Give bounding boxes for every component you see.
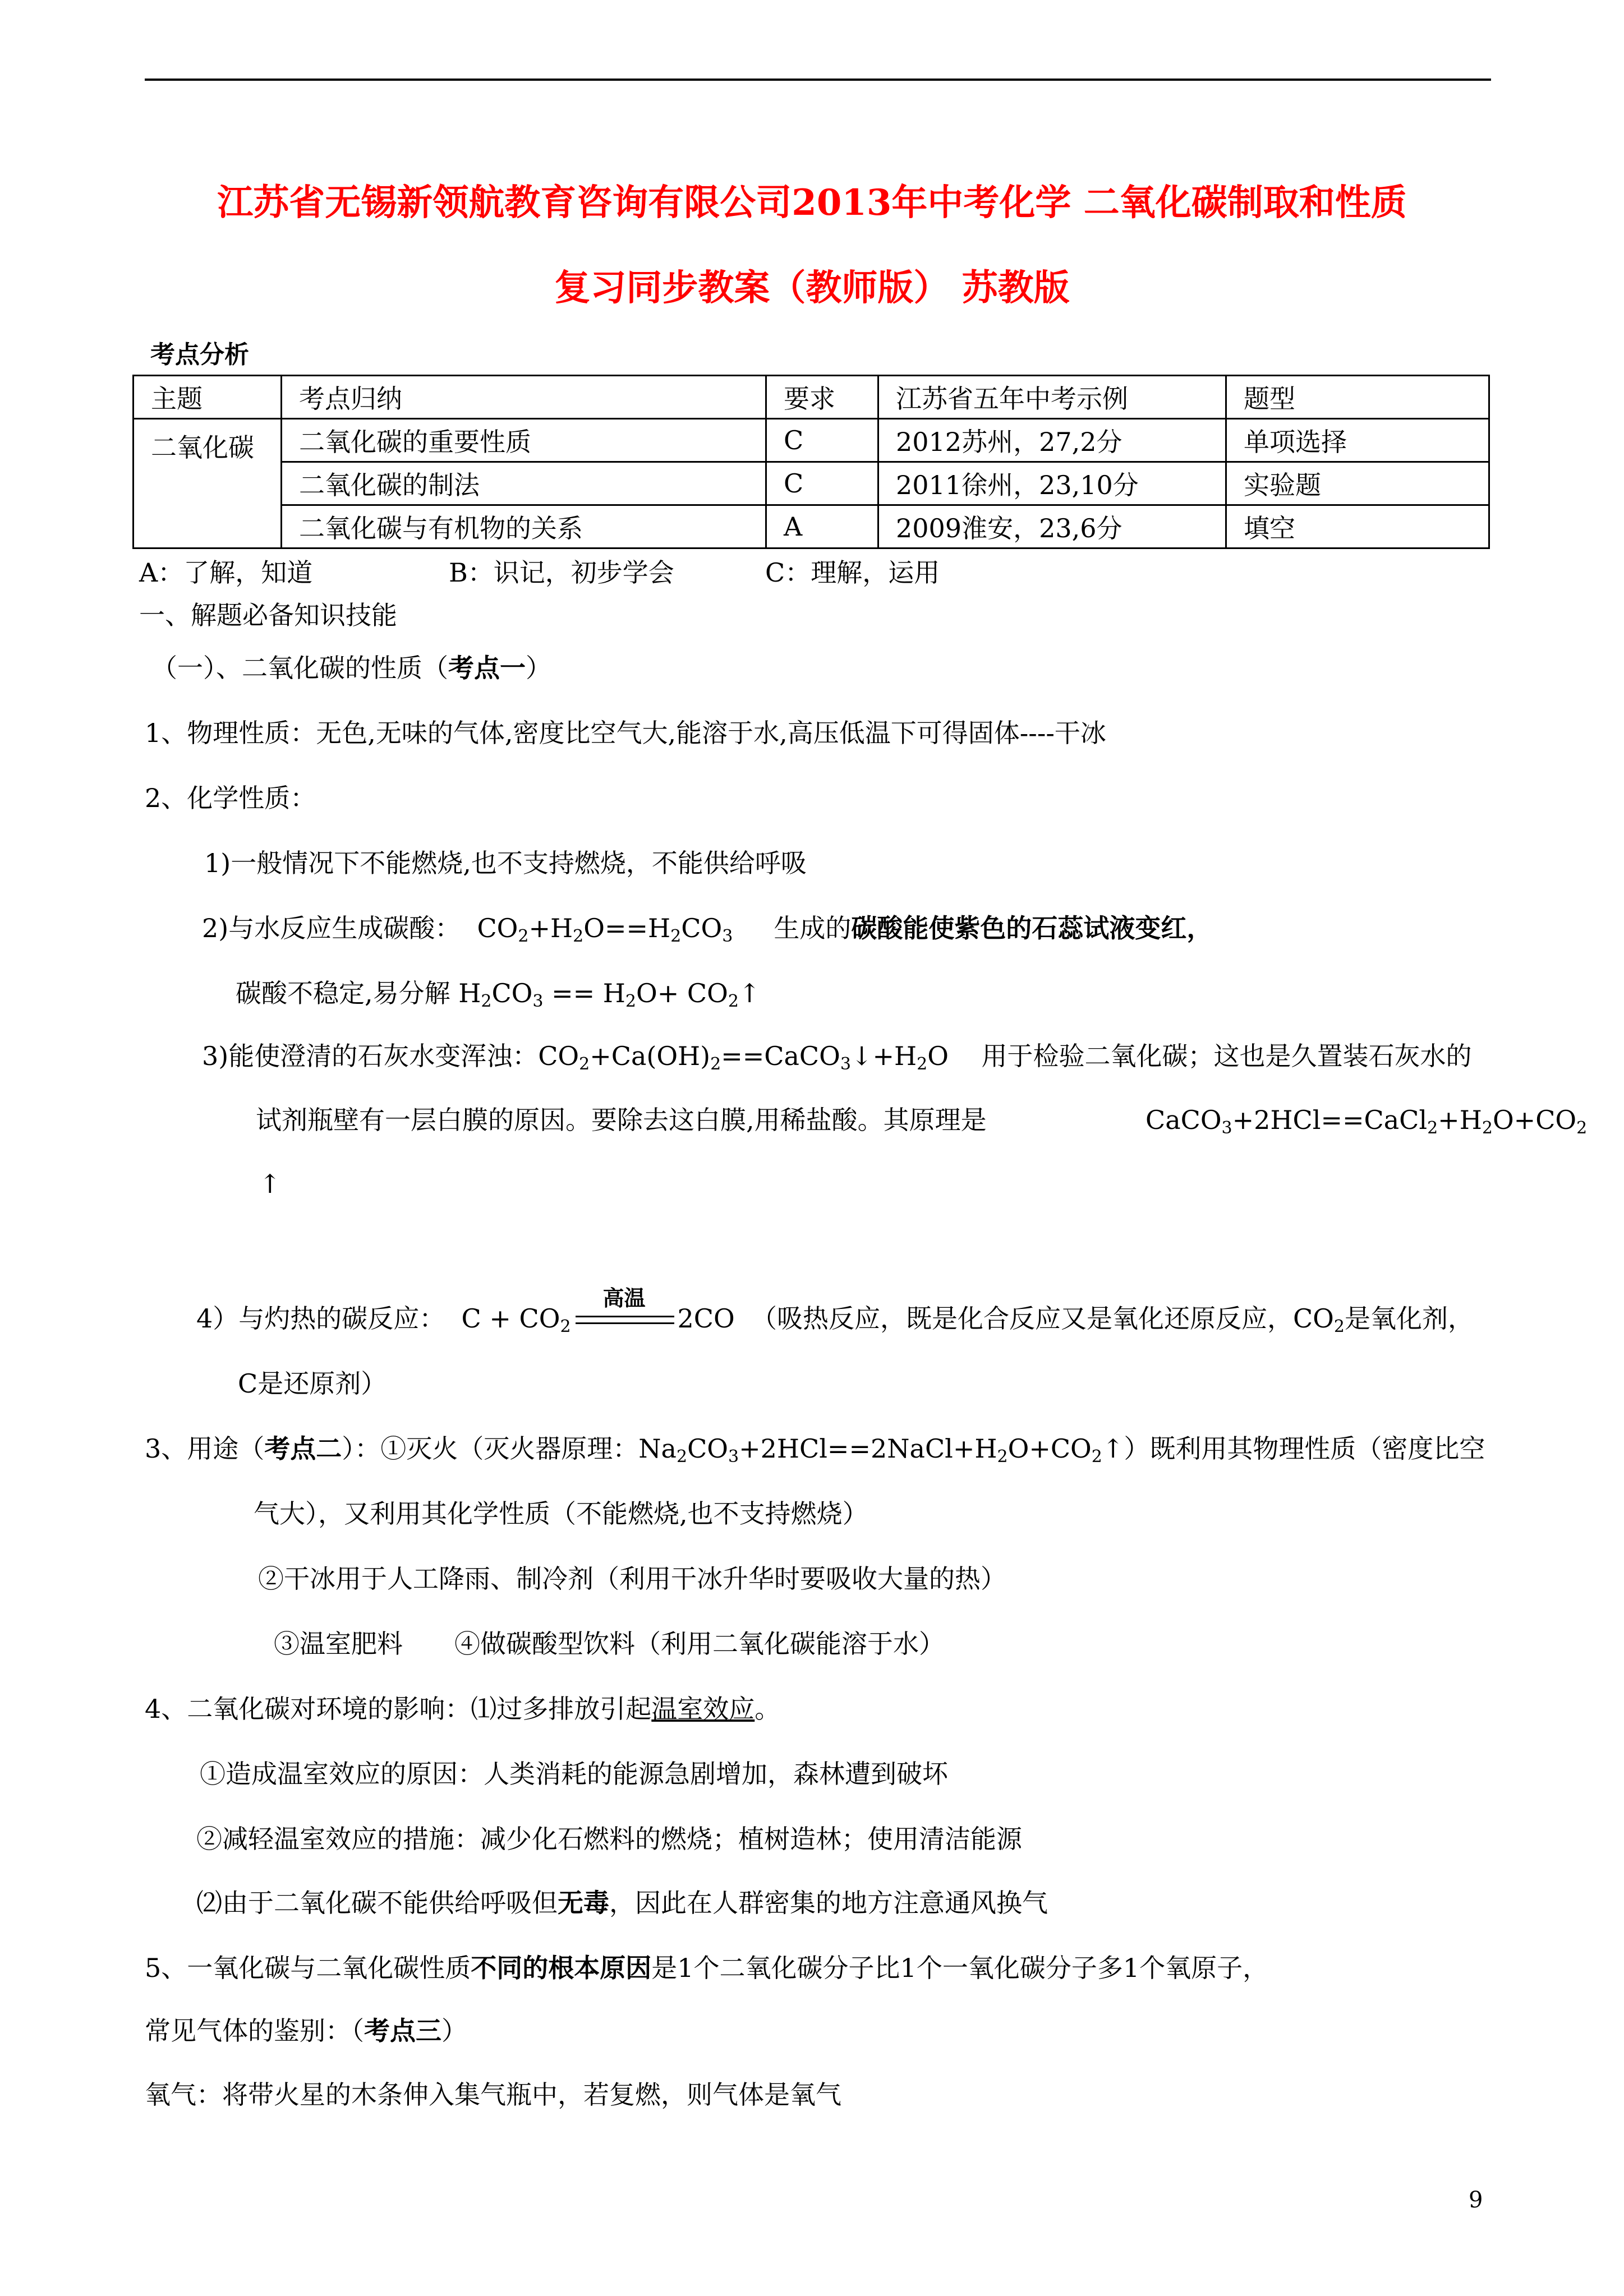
document-title-line2: 复习同步教案（教师版） 苏教版: [554, 267, 1070, 309]
heading-properties: （一）、二氧化碳的性质（考点一）: [151, 653, 551, 683]
table-cell: 二氧化碳与有机物的关系: [282, 505, 766, 548]
para-co-vs-co2: 5、一氧化碳与二氧化碳性质不同的根本原因是1个二氧化碳分子比1个一氧化碳分子多1个氧原子，: [145, 1953, 1269, 1983]
chem-property-2: 2)与水反应生成碳酸： $CO_2+H_2O==H_2CO_3$ 生成的碳酸能使紫色的石蕊试液变红，: [202, 913, 1213, 946]
ventilation-note: ⑵由于二氧化碳不能供给呼吸但无毒，因此在人群密集的地方注意通风换气: [196, 1888, 1048, 1918]
table-cell: C: [766, 462, 878, 505]
para-gas-identification: 常见气体的鉴别：（考点三）: [145, 2016, 467, 2046]
para-chemical-properties: 2、化学性质：: [145, 783, 316, 813]
document-title-line1: 江苏省无锡新领航教育咨询有限公司2013年中考化学 二氧化碳制取和性质: [217, 182, 1407, 224]
chem-property-3: 3)能使澄清的石灰水变浑浊：$CO_2+Ca(OH)_2==CaCO_3↓+H_2O$ 用于检验二氧化碳；这也是久置装石灰水的: [202, 1041, 1472, 1074]
table-header-cell: 江苏省五年中考示例: [878, 376, 1226, 419]
table-row: [134, 505, 1489, 548]
table-cell: 二氧化碳的重要性质: [282, 419, 766, 462]
chem-property-4: 4）与灼热的碳反应： $C + CO_2$ 高温 2CO （吸热反应，既是化合反应又是氧化还原反应，$CO_2$是氧化剂，: [196, 1285, 1474, 1336]
table-cell: 二氧化碳的制法: [282, 462, 766, 505]
table-header-row: [134, 376, 1489, 419]
table-row: [134, 462, 1489, 505]
legend-a: A：了解，知道: [139, 557, 313, 588]
table-cell: 2012苏州，27,2分: [878, 419, 1226, 462]
page-number: 9: [1469, 2187, 1483, 2213]
carbonic-acid-decomposition: 碳酸不稳定,易分解 $H_2CO_3 == H_2O+$ $CO_2↑$: [236, 978, 761, 1011]
table-header-cell: 考点归纳: [282, 376, 766, 419]
reducing-agent-note: C是还原剂）: [238, 1368, 387, 1399]
exam-points-table: [132, 375, 1490, 549]
uses-continuation: 气大），又利用其化学性质（不能燃烧,也不支持燃烧）: [254, 1499, 868, 1529]
table-cell: 2009淮安，23,6分: [878, 505, 1226, 548]
table-cell: 填空: [1226, 505, 1489, 548]
legend-b: B：识记，初步学会: [449, 557, 674, 588]
table-cell: C: [766, 419, 878, 462]
table-header-cell: 题型: [1226, 376, 1489, 419]
para-physical-properties: 1、物理性质：无色,无味的气体,密度比空气大,能溶于水,高压低温下可得固体----干冰: [145, 718, 1106, 748]
section-heading: 考点分析: [150, 340, 249, 369]
para-environment: 4、二氧化碳对环境的影响：⑴过多排放引起温室效应。: [145, 1694, 781, 1724]
greenhouse-cause: ①造成温室效应的原因：人类消耗的能源急剧增加，森林遭到破坏: [200, 1759, 948, 1789]
legend-c: C：理解，运用: [765, 557, 940, 588]
use-dry-ice: ②干冰用于人工降雨、制冷剂（利用干冰升华时要吸收大量的热）: [258, 1564, 1006, 1594]
heading-skills: 一、解题必备知识技能: [139, 600, 397, 630]
greenhouse-measures: ②减轻温室效应的措施：减少化石燃料的燃烧；植树造林；使用清洁能源: [196, 1824, 1022, 1854]
table-header-cell: 主题: [134, 376, 282, 419]
table-cell: A: [766, 505, 878, 548]
header-rule: [145, 79, 1491, 81]
para-uses: 3、用途（考点二）：①灭火（灭火器原理：$Na_2CO_3+2HCl==2NaCl+H_2O+CO_2↑$）既利用其物理性质（密度比空: [145, 1433, 1485, 1467]
gas-arrow: ↑: [259, 1169, 281, 1199]
use-greenhouse-and-drinks: ③温室肥料 ④做碳酸型饮料（利用二氧化碳能溶于水）: [274, 1629, 945, 1659]
hcl-equation: $CaCO_3+2HCl==CaCl_2+H_2O+CO_2$: [1145, 1105, 1588, 1138]
table-row: [134, 419, 1489, 462]
table-cell: 2011徐州，23,10分: [878, 462, 1226, 505]
table-topic-cell: 二氧化碳: [134, 419, 282, 548]
table-cell: 单项选择: [1226, 419, 1489, 462]
white-film-explanation: 试剂瓶壁有一层白膜的原因。要除去这白膜,用稀盐酸。其原理是: [256, 1105, 987, 1135]
table-header-cell: 要求: [766, 376, 878, 419]
chem-property-1: 1)一般情况下不能燃烧,也不支持燃烧，不能供给呼吸: [204, 848, 807, 878]
reaction-condition: 高温: [571, 1308, 678, 1334]
table-cell: 实验题: [1226, 462, 1489, 505]
oxygen-test: 氧气：将带火星的木条伸入集气瓶中，若复燃，则气体是氧气: [145, 2080, 841, 2110]
